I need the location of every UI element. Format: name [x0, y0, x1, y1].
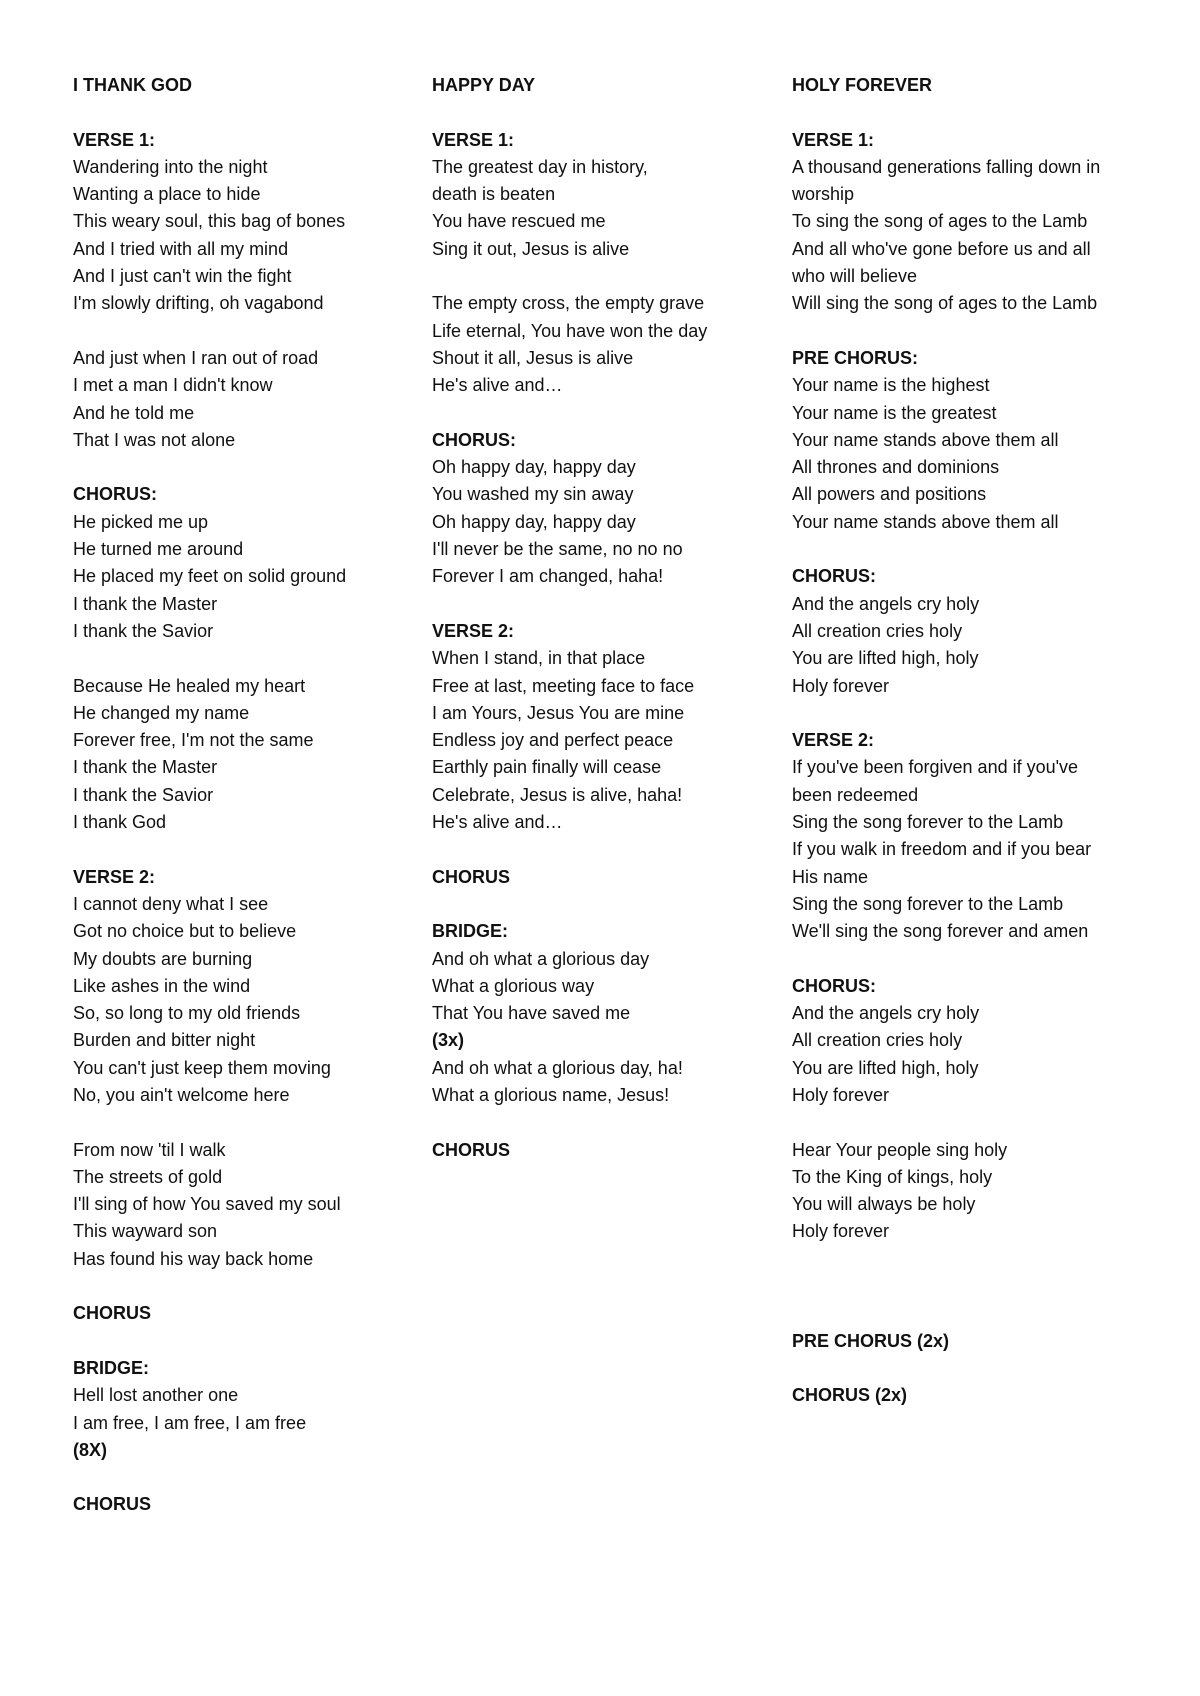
lyric-line: No, you ain't welcome here: [73, 1084, 290, 1105]
section-heading: CHORUS (2x): [792, 1385, 908, 1406]
lyric-section: [73, 481, 413, 645]
lyric-line: Wanting a place to hide: [73, 184, 261, 205]
section-heading: (3x): [432, 1030, 465, 1051]
lyric-line: Earthly pain finally will cease: [432, 757, 662, 778]
lyric-line: Hell lost another one: [73, 1385, 239, 1406]
lyric-line: Oh happy day, happy day: [432, 457, 636, 478]
lyric-line: A thousand generations falling down in: [792, 156, 1101, 177]
lyric-line: So, so long to my old friends: [73, 1003, 301, 1024]
lyric-line: The greatest day in history,: [432, 156, 648, 177]
lyric-line: And I tried with all my mind: [73, 238, 289, 259]
lyric-section: [73, 1137, 413, 1273]
lyric-line: If you've been forgiven and if you've: [792, 757, 1079, 778]
section-heading: VERSE 1:: [792, 129, 875, 150]
lyric-line: All powers and positions: [792, 484, 987, 505]
lyric-line: Because He healed my heart: [73, 675, 306, 696]
lyric-line: He placed my feet on solid ground: [73, 566, 347, 587]
lyric-line: You will always be holy: [792, 1194, 976, 1215]
lyric-line: He changed my name: [73, 702, 250, 723]
lyric-line: Holy forever: [792, 1221, 890, 1242]
song-column-holy-forever: [792, 72, 1132, 1437]
lyric-section: [432, 127, 772, 263]
lyric-line: Burden and bitter night: [73, 1030, 256, 1051]
lyric-line: He's alive and…: [432, 812, 563, 833]
lyric-line: His name: [792, 866, 869, 887]
lyric-line: This wayward son: [73, 1221, 218, 1242]
lyric-section: [73, 673, 413, 837]
lyric-line: I'll sing of how You saved my soul: [73, 1194, 341, 1215]
lyric-section: [792, 1273, 1132, 1300]
section-heading: CHORUS:: [73, 484, 157, 505]
lyric-line: You washed my sin away: [432, 484, 634, 505]
lyric-line: All creation cries holy: [792, 1030, 963, 1051]
lyric-section: [73, 864, 413, 1110]
lyric-line: All creation cries holy: [792, 620, 963, 641]
lyric-line: Sing it out, Jesus is alive: [432, 238, 630, 259]
lyric-line: You have rescued me: [432, 211, 606, 232]
lyric-line: When I stand, in that place: [432, 648, 646, 669]
lyric-line: Sing the song forever to the Lamb: [792, 812, 1064, 833]
lyric-line: Your name stands above them all: [792, 429, 1059, 450]
lyric-line: That I was not alone: [73, 429, 236, 450]
lyric-line: Free at last, meeting face to face: [432, 675, 695, 696]
lyric-section: [432, 618, 772, 836]
lyric-line: You can't just keep them moving: [73, 1057, 331, 1078]
lyric-line: Has found his way back home: [73, 1248, 314, 1269]
lyric-section: [792, 1328, 1132, 1355]
lyric-line: The streets of gold: [73, 1166, 223, 1187]
lyric-line: You are lifted high, holy: [792, 648, 979, 669]
lyric-line: I thank the Savior: [73, 620, 214, 641]
lyric-line: Got no choice but to believe: [73, 921, 297, 942]
lyric-line: All thrones and dominions: [792, 457, 1000, 478]
lyric-line: What a glorious name, Jesus!: [432, 1084, 670, 1105]
lyric-line: Your name stands above them all: [792, 511, 1059, 532]
lyric-line: And the angels cry holy: [792, 1003, 980, 1024]
lyric-section: [432, 290, 772, 399]
lyric-section: [73, 127, 413, 318]
lyric-line: worship: [792, 184, 855, 205]
lyric-section: [792, 973, 1132, 1109]
lyric-line: And I just can't win the fight: [73, 266, 292, 287]
lyric-line: Endless joy and perfect peace: [432, 730, 674, 751]
lyric-section: [432, 427, 772, 591]
section-heading: PRE CHORUS (2x): [792, 1330, 950, 1351]
lyric-line: I thank God: [73, 812, 167, 833]
lyric-line: That You have saved me: [432, 1003, 631, 1024]
lyric-line: Sing the song forever to the Lamb: [792, 893, 1064, 914]
section-heading: (8X): [73, 1439, 108, 1460]
lyric-line: To the King of kings, holy: [792, 1166, 993, 1187]
lyric-section: [73, 1355, 413, 1464]
lyric-line: This weary soul, this bag of bones: [73, 211, 346, 232]
song-column-i-thank-god: [73, 72, 413, 1546]
lyric-line: Celebrate, Jesus is alive, haha!: [432, 784, 683, 805]
lyric-line: I thank the Master: [73, 757, 218, 778]
lyric-section: [73, 1491, 413, 1518]
lyric-line: Your name is the greatest: [792, 402, 997, 423]
lyric-line: And all who've gone before us and all: [792, 238, 1091, 259]
lyric-section: [73, 1300, 413, 1327]
lyric-section: [792, 1137, 1132, 1246]
lyric-line: We'll sing the song forever and amen: [792, 921, 1089, 942]
song-title: HAPPY DAY: [432, 75, 536, 95]
section-heading: VERSE 2:: [432, 620, 515, 641]
lyric-line: Life eternal, You have won the day: [432, 320, 708, 341]
song-title: HOLY FOREVER: [792, 75, 933, 95]
section-heading: CHORUS: [73, 1494, 152, 1515]
lyric-section: [792, 127, 1132, 318]
lyric-line: And just when I ran out of road: [73, 347, 319, 368]
section-heading: VERSE 2:: [73, 866, 156, 887]
lyric-section: [432, 864, 772, 891]
lyric-line: And oh what a glorious day, ha!: [432, 1057, 683, 1078]
lyric-section: [432, 918, 772, 1109]
lyric-line: Will sing the song of ages to the Lamb: [792, 293, 1098, 314]
lyric-line: And the angels cry holy: [792, 593, 980, 614]
lyric-line: From now 'til I walk: [73, 1139, 226, 1160]
lyric-line: Your name is the highest: [792, 375, 990, 396]
section-heading: BRIDGE:: [432, 921, 508, 942]
lyric-line: My doubts are burning: [73, 948, 253, 969]
lyric-line: You are lifted high, holy: [792, 1057, 979, 1078]
section-heading: CHORUS:: [432, 429, 516, 450]
section-heading: CHORUS: [73, 1303, 152, 1324]
song-body: [73, 127, 413, 1519]
lyric-line: And he told me: [73, 402, 195, 423]
lyric-section: [432, 1137, 772, 1164]
section-heading: VERSE 1:: [432, 129, 515, 150]
lyric-line: who will believe: [792, 266, 918, 287]
song-column-happy-day: [432, 72, 772, 1191]
song-body: [432, 127, 772, 1164]
section-heading: CHORUS:: [792, 975, 876, 996]
lyric-line: Shout it all, Jesus is alive: [432, 347, 634, 368]
lyric-line: What a glorious way: [432, 975, 595, 996]
lyric-line: I thank the Master: [73, 593, 218, 614]
lyric-line: Forever free, I'm not the same: [73, 730, 314, 751]
lyric-line: I cannot deny what I see: [73, 893, 269, 914]
lyric-line: Holy forever: [792, 1084, 890, 1105]
section-heading: PRE CHORUS:: [792, 347, 919, 368]
lyric-line: He turned me around: [73, 539, 244, 560]
lyric-section: [73, 345, 413, 454]
lyric-line: I am free, I am free, I am free: [73, 1412, 307, 1433]
lyric-line: I met a man I didn't know: [73, 375, 273, 396]
section-heading: VERSE 1:: [73, 129, 156, 150]
lyric-line: He's alive and…: [432, 375, 563, 396]
lyric-line: I'll never be the same, no no no: [432, 539, 683, 560]
song-title: I THANK GOD: [73, 75, 192, 95]
lyric-line: Forever I am changed, haha!: [432, 566, 664, 587]
section-heading: VERSE 2:: [792, 730, 875, 751]
lyric-line: death is beaten: [432, 184, 556, 205]
section-heading: CHORUS: [432, 1139, 511, 1160]
song-body: [792, 127, 1132, 1410]
lyric-line: Oh happy day, happy day: [432, 511, 636, 532]
section-heading: CHORUS: [432, 866, 511, 887]
lyric-line: I thank the Savior: [73, 784, 214, 805]
lyric-line: I am Yours, Jesus You are mine: [432, 702, 685, 723]
lyric-line: I'm slowly drifting, oh vagabond: [73, 293, 324, 314]
lyric-line: If you walk in freedom and if you bear: [792, 839, 1092, 860]
lyric-line: Hear Your people sing holy: [792, 1139, 1008, 1160]
lyric-section: [792, 345, 1132, 536]
lyric-line: Wandering into the night: [73, 156, 268, 177]
lyric-section: [792, 727, 1132, 945]
lyric-line: He picked me up: [73, 511, 209, 532]
lyric-line: [792, 1273, 1132, 1300]
lyric-section: [792, 563, 1132, 699]
lyric-section: [792, 1382, 1132, 1409]
lyric-line: And oh what a glorious day: [432, 948, 650, 969]
section-heading: BRIDGE:: [73, 1357, 149, 1378]
lyric-line: The empty cross, the empty grave: [432, 293, 705, 314]
lyric-line: To sing the song of ages to the Lamb: [792, 211, 1088, 232]
section-heading: CHORUS:: [792, 566, 876, 587]
lyric-line: been redeemed: [792, 784, 919, 805]
lyric-line: Holy forever: [792, 675, 890, 696]
lyric-line: Like ashes in the wind: [73, 975, 251, 996]
